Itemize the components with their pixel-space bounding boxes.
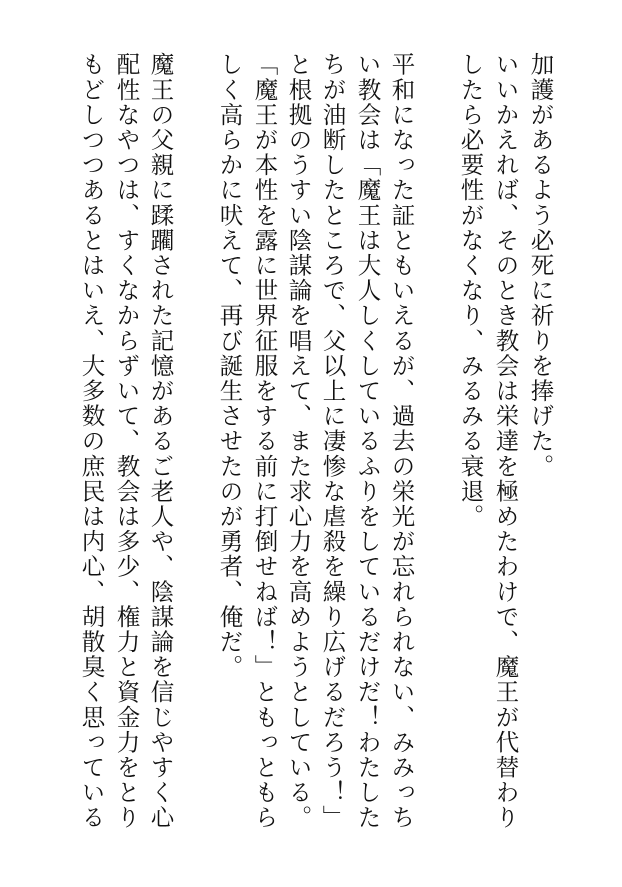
text-column-10: 魔王の父親に蹂躙された記憶があるご老人や、陰謀論を信じやすく心 [146,52,175,831]
text-column-8: 「魔王が本性を露に世界征服をする前に打倒せねば！」ともっともら [250,52,279,831]
text-column-3: したら必要性がなくなり、みるみる衰退。 [456,52,485,529]
text-column-7: と根拠のうすい陰謀論を唱えて、また求心力を高めようとしている。 [284,52,313,831]
text-column-1: 加護があるよう必死に祈りを捧げた。 [526,52,555,479]
text-column-2: いいかえれば、そのとき教会は栄達を極めたわけで、魔王が代替わり [491,52,520,831]
text-column-9: しく高らかに吠えて、再び誕生させたのが勇者、俺だ。 [215,52,244,680]
text-column-6: ちが油断したところで、父以上に凄惨な虐殺を繰り広げるだろう！」 [318,52,347,831]
text-column-11: 配性なやつは、すくなからずいて、教会は多少、権力と資金力をとり [112,52,141,831]
text-column-4: 平和になった証ともいえるが、過去の栄光が忘れられない、みみっち [387,52,416,831]
text-column-12: もどしつつあるとはいえ、大多数の庶民は内心、胡散臭く思っている [77,52,106,831]
text-column-5: い教会は「魔王は大人しくしているふりをしているだけだ！わたした [353,52,382,831]
